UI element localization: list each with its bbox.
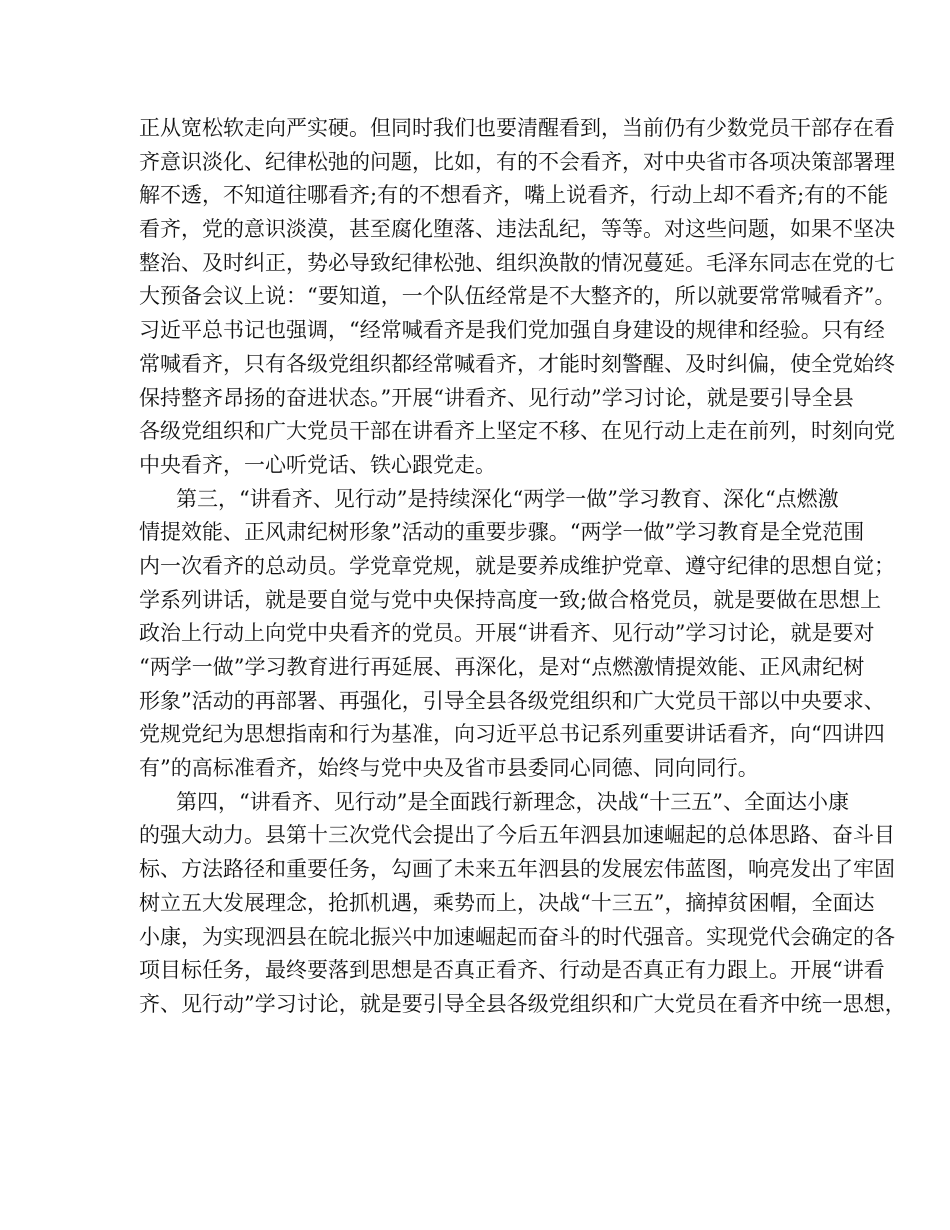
text-line: 有”的高标准看齐，始终与党中央及省市县委同心同德、同向同行。 — [139, 756, 759, 781]
text-line: 政治上行动上向党中央看齐的党员。开展“讲看齐、见行动”学习讨论，就是要对 — [139, 621, 875, 646]
text-line: 中央看齐，一心听党话、铁心跟党走。 — [139, 452, 496, 477]
text-line: 看齐，党的意识淡漠，甚至腐化堕落、违法乱纪，等等。对这些问题，如果不坚决 — [139, 217, 895, 242]
text-line: 树立五大发展理念，抢抓机遇，乘势而上，决战“十三五”，摘掉贫困帽，全面达 — [139, 890, 875, 915]
text-line: 标、方法路径和重要任务，勾画了未来五年泗县的发展宏伟蓝图，响亮发出了牢固 — [139, 857, 895, 882]
text-line: 常喊看齐，只有各级党组织都经常喊看齐，才能时刻警醒、及时纠偏，使全党始终 — [139, 351, 895, 376]
text-line: 的强大动力。县第十三次党代会提出了今后五年泗县加速崛起的总体思路、奋斗目 — [139, 823, 895, 848]
body-text — [139, 112, 906, 1022]
text-line: 齐意识淡化、纪律松弛的问题，比如，有的不会看齐，对中央省市各项决策部署理 — [139, 149, 895, 174]
text-line: “两学一做”学习教育进行再延展、再深化，是对“点燃激情提效能、正风肃纪树 — [139, 655, 865, 679]
text-line: 正从宽松软走向严实硬。但同时我们也要清醒看到，当前仍有少数党员干部存在看 — [139, 116, 895, 140]
text-line: 整治、及时纠正，势必导致纪律松弛、组织涣散的情况蔓延。毛泽东同志在党的七 — [139, 250, 895, 275]
text-line: 齐、见行动”学习讨论，就是要引导全县各级党组织和广大党员在看齐中统一思想， — [139, 991, 906, 1016]
text-line: 小康，为实现泗县在皖北振兴中加速崛起而奋斗的时代强音。实现党代会确定的各 — [139, 924, 895, 949]
text-line: 内一次看齐的总动员。学党章党规，就是要养成维护党章、遵守纪律的思想自觉； — [139, 553, 895, 578]
text-line: 项目标任务，最终要落到思想是否真正看齐、行动是否真正有力跟上。开展“讲看 — [139, 958, 885, 983]
text-line: 形象”活动的再部署、再强化，引导全县各级党组织和广大党员干部以中央要求、 — [139, 688, 885, 713]
text-line: 各级党组织和广大党员干部在讲看齐上坚定不移、在见行动上走在前列，时刻向党 — [139, 419, 895, 444]
text-line: 党规党纪为思想指南和行为基准，向习近平总书记系列重要讲话看齐，向“四讲四 — [139, 722, 885, 747]
text-line: 习近平总书记也强调，“经常喊看齐是我们党加强自身建设的规律和经验。只有经 — [139, 318, 885, 343]
paragraph-first-line: 第三，“讲看齐、见行动”是持续深化“两学一做”学习教育、深化“点燃激 — [176, 486, 839, 511]
text-line: 情提效能、正风肃纪树形象”活动的重要步骤。“两学一做”学习教育是全党范围 — [139, 520, 865, 545]
paragraph-first-line: 第四，“讲看齐、见行动”是全面践行新理念，决战“十三五”、全面达小康 — [176, 789, 849, 814]
text-line: 保持整齐昂扬的奋进状态。”开展“讲看齐、见行动”学习讨论，就是要引导全县 — [139, 385, 854, 410]
text-line: 大预备会议上说：“要知道，一个队伍经常是不大整齐的，所以就要常常喊看齐”。 — [139, 284, 896, 309]
text-line: 解不透，不知道往哪看齐;有的不想看齐，嘴上说看齐，行动上却不看齐;有的不能 — [139, 183, 889, 208]
text-line: 学系列讲话，就是要自觉与党中央保持高度一致;做合格党员，就是要做在思想上 — [139, 587, 882, 612]
